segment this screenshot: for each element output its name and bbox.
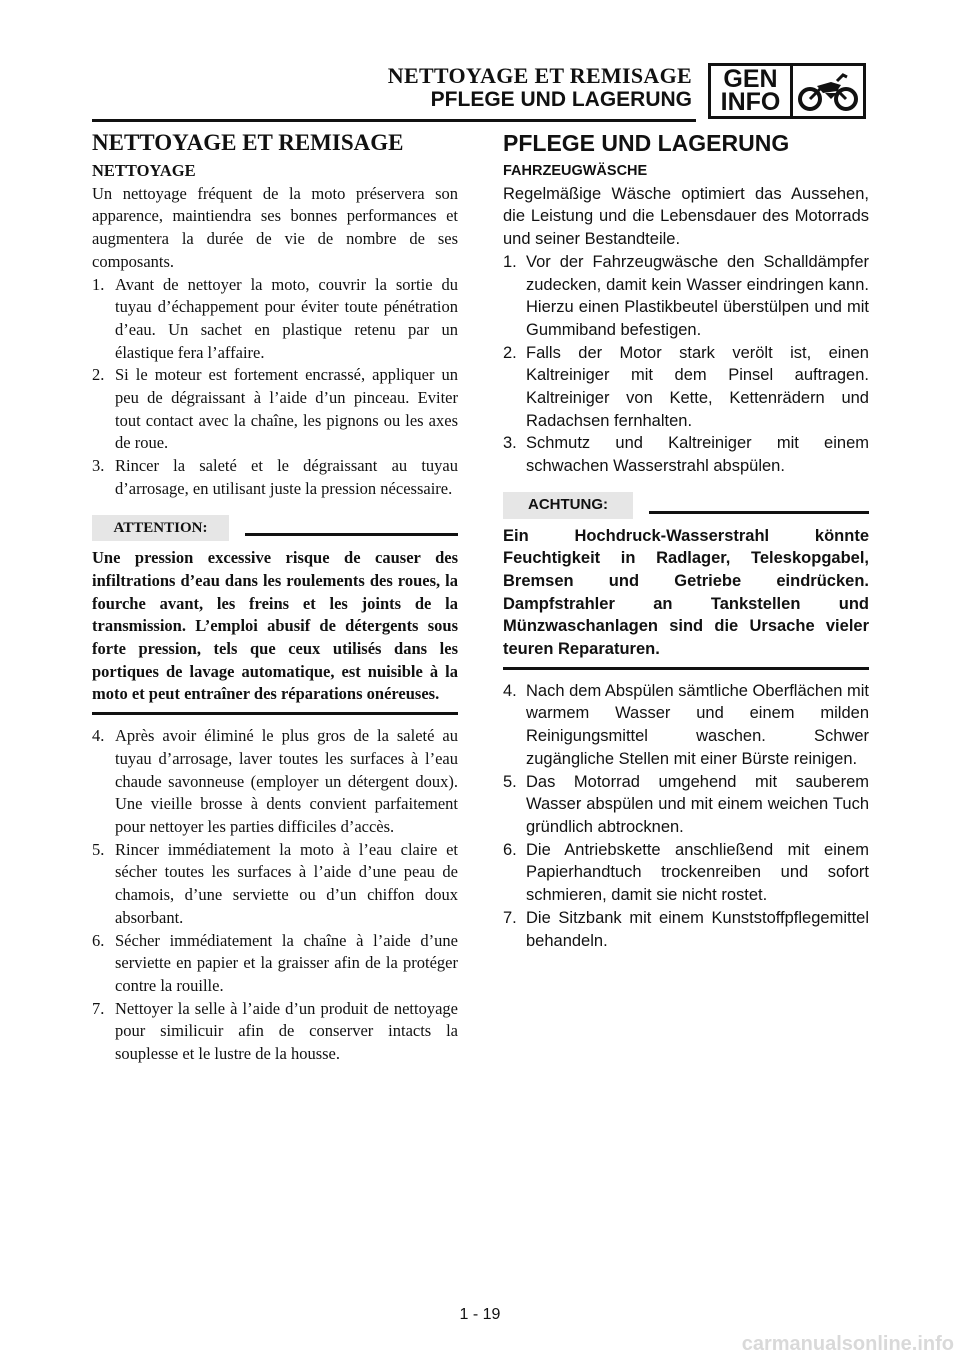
warning-label-de: ACHTUNG:	[503, 492, 633, 519]
step-text: Après avoir éliminé le plus gros de la saleté au tuyau d’arrosage, laver toutes les surfaces à l’eau chaude savonneuse (employer un détergent doux). Une vieille brosse à dents convient parfaitement pour nettoyer les parties difficiles d’accès.	[115, 726, 458, 836]
badge-line1: GEN	[723, 65, 778, 93]
header-title-de: PFLEGE UND LAGERUNG	[430, 88, 692, 111]
subtitle-fr: NETTOYAGE	[92, 161, 196, 180]
step-text: Si le moteur est fortement encrassé, appliquer un peu de dégraissant à l’aide d’un pinceau. Eviter tout contact avec la chaîne, les pignons ou les axes de roue.	[115, 365, 458, 453]
step-text: Nettoyer la selle à l’aide d’un produit de nettoyage pour similicuir afin de conserver intacts la souplesse et le lustre de la housse.	[115, 998, 458, 1064]
intro-de: Regelmäßige Wäsche optimiert das Aussehen, die Leistung und die Lebensdauer des Motorrads und seiner Bestandteile.	[503, 184, 869, 249]
badge-label	[711, 66, 793, 116]
motorcycle-icon	[793, 66, 863, 116]
subtitle-de: FAHRZEUGWÄSCHE	[503, 163, 648, 179]
header-rule	[92, 119, 696, 122]
intro-fr: Un nettoyage fréquent de la moto préservera son apparence, maintiendra ses bonnes performances et augmentera la durée de vie de nombre de ses composants.	[92, 183, 458, 271]
warning-text-de: Ein Hochdruck-Wasserstrahl könnte Feuchtigkeit in Radlager, Teleskopgabel, Bremsen und Getriebe eindrücken. Dampfstrahler an Tankstellen und Münzwaschanlagen sind die Ursache vieler teuren Reparaturen.	[503, 525, 869, 670]
step-text: Rincer la saleté et le dégraissant au tuyau d’arrosage, en utilisant juste la pression nécessaire.	[115, 456, 458, 498]
step-text: Vor der Fahrzeugwäsche den Schalldämpfer zudecken, damit kein Wasser eindringen kann. Hierzu einen Plastikbeutel überstülpen und mit Gummiband befestigen.	[526, 252, 869, 339]
step-text: Sécher immédiatement la chaîne à l’aide d’une serviette en papier et la graisser afin de la protéger contre la rouille.	[115, 930, 458, 995]
warning-header-de	[503, 492, 869, 519]
step-number: 3.	[503, 434, 517, 453]
watermark: carmanualsonline.info	[741, 1333, 954, 1355]
step-text: Die Sitzbank mit einem Kunststoffpflegemittel behandeln.	[526, 908, 869, 950]
french-column	[92, 128, 458, 1066]
step-number: 4.	[92, 726, 105, 746]
german-column	[503, 128, 869, 952]
step-number: 4.	[503, 681, 517, 700]
list-item	[503, 432, 869, 477]
step-text: Nach dem Abspülen sämtliche Oberflächen mit warmem Wasser und einem milden Reinigungsmittel waschen. Schwer zugängliche Stellen mit einer Bürste reinigen.	[526, 681, 870, 768]
section-title-de: PFLEGE UND LAGERUNG	[503, 130, 790, 156]
list-item	[92, 455, 458, 500]
step-number: 2.	[92, 365, 105, 385]
list-item	[92, 274, 458, 365]
step-number: 5.	[92, 839, 105, 859]
step-number: 3.	[92, 456, 105, 476]
step-text: Schmutz und Kaltreiniger mit einem schwachen Wasserstrahl abspülen.	[526, 434, 869, 476]
warning-header-fr	[92, 515, 458, 542]
gen-info-badge	[708, 63, 866, 119]
header-title-fr: NETTOYAGE ET REMISAGE	[387, 63, 692, 88]
list-item	[92, 998, 458, 1066]
step-text: Avant de nettoyer la moto, couvrir la sortie du tuyau d’échappement pour éviter toute pénétration d’eau. Un sachet en plastique retenu par un élastique fera l’affaire.	[115, 274, 458, 362]
step-number: 6.	[503, 840, 517, 859]
badge-line2: INFO	[720, 88, 781, 116]
step-number: 7.	[92, 998, 105, 1018]
step-number: 6.	[92, 930, 105, 950]
step-number: 2.	[503, 343, 517, 362]
warning-text-fr: Une pression excessive risque de causer des infiltrations d’eau dans les roulements des roues, la fourche avant, les freins et les joints de la transmission. L’emploi abusif de détergents sous forte pression, tels que ceux utilisés dans les portiques de lavage automatique, est nuisible à la moto et peut entraîner des réparations onéreuses.	[92, 547, 458, 715]
page-number: 1 - 19	[459, 1306, 501, 1323]
list-item	[92, 839, 458, 930]
warning-rule	[649, 511, 869, 514]
list-item	[92, 930, 458, 998]
step-text: Das Motorrad umgehend mit sauberem Wasser abspülen und mit einem weichen Tuch gründlich abtrocknen.	[526, 772, 869, 836]
list-item	[92, 364, 458, 455]
step-number: 1.	[503, 252, 517, 271]
list-item	[92, 725, 458, 839]
list-item	[503, 839, 869, 907]
list-item	[503, 680, 869, 771]
list-item	[503, 771, 869, 839]
list-item	[503, 342, 869, 433]
step-text: Falls der Motor stark verölt ist, einen Kaltreiniger mit dem Pinsel auftragen. Kaltreiniger von Kette, Kettenrädern und Radachsen fernhalten.	[526, 343, 869, 430]
step-number: 1.	[92, 274, 105, 294]
list-item	[503, 907, 869, 952]
warning-label-fr: ATTENTION:	[92, 515, 229, 542]
section-title-fr: NETTOYAGE ET REMISAGE	[92, 130, 404, 155]
step-text: Die Antriebskette anschließend mit einem Papierhandtuch trockenreiben und sofort schmieren, damit sie nicht rostet.	[526, 840, 869, 905]
step-number: 5.	[503, 772, 517, 791]
list-item	[503, 251, 869, 342]
step-text: Rincer immédiatement la moto à l’eau claire et sécher toutes les surfaces à l’aide d’une peau de chamois, d’une serviette ou d’un chiffon doux absorbant.	[115, 839, 458, 927]
step-number: 7.	[503, 908, 517, 927]
warning-rule	[245, 533, 458, 536]
